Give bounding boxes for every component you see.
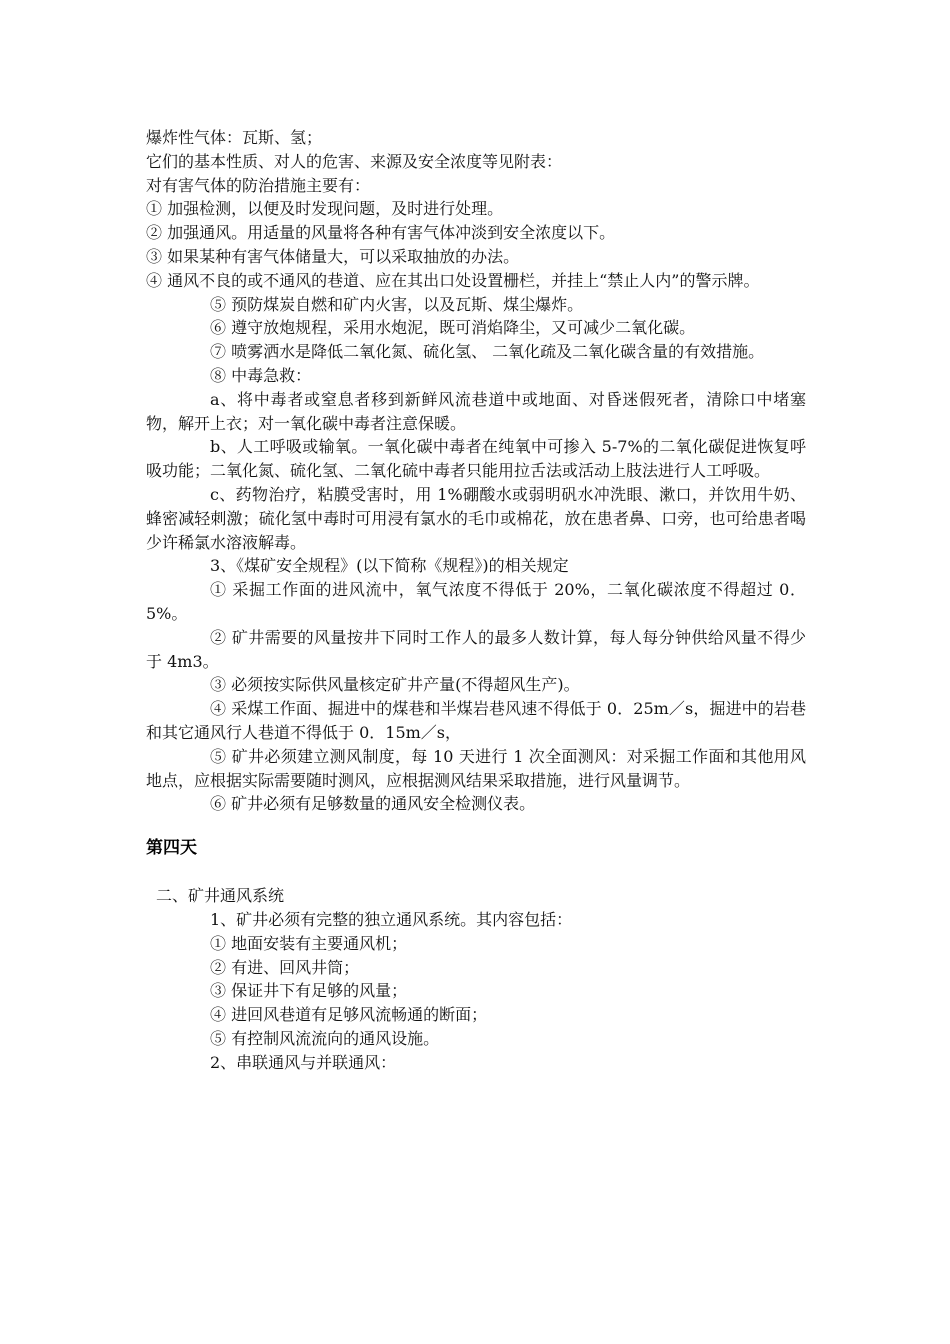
- list-item: ⑦ 喷雾洒水是降低二氧化氮、硫化氢、 二氧化疏及二氧化碳含量的有效措施。: [210, 342, 765, 362]
- list-item: b、人工呼吸或输氧。一氧化碳中毒者在纯氧中可掺入 5-7%的二氧化碳促进恢复呼吸功能；二氧化氮、硫化氢、二氧化硫中毒者只能用拉舌法或活动上肢法进行人工呼吸。: [146, 437, 806, 481]
- list-item: ④ 采煤工作面、掘进中的煤巷和半煤岩巷风速不得低于 0．25m／s，掘进中的岩巷和其它通风行人巷道不得低于 0．15m／s，: [146, 699, 806, 742]
- list-item: ⑥ 矿井必须有足够数量的通风安全检测仪表。: [210, 794, 536, 814]
- subsection-heading: 3、《煤矿安全规程》(以下简称《规程》)的相关规定: [210, 556, 569, 576]
- document-body: [146, 126, 806, 1074]
- list-item: ⑤ 矿井必须建立测风制度，每 10 天进行 1 次全面测风：对采掘工作面和其他用风地点，应根据实际需要随时测风，应根据测风结果采取措施，进行风量调节。: [146, 746, 806, 790]
- list-item: ① 采掘工作面的进风流中，氧气浓度不得低于 20%，二氧化碳浓度不得超过 0．5%。: [146, 580, 806, 623]
- list-item: ① 加强检测，以便及时发现问题，及时进行处理。: [146, 199, 504, 219]
- list-item: ⑤ 预防煤炭自燃和矿内火害，以及瓦斯、煤尘爆炸。: [210, 294, 584, 314]
- section-title: 二、矿井通风系统: [156, 886, 285, 906]
- list-item: ⑧ 中毒急救：: [210, 365, 312, 385]
- list-item: ⑤ 有控制风流流向的通风设施。: [210, 1028, 440, 1048]
- subsection-heading: 1、矿井必须有完整的独立通风系统。其内容包括：: [210, 909, 573, 929]
- list-item: ② 有进、回风井筒；: [210, 957, 360, 977]
- list-item: ① 地面安装有主要通风机；: [210, 933, 408, 953]
- list-item: ③ 如果某种有害气体储量大，可以采取抽放的办法。: [146, 246, 520, 266]
- list-item: a、将中毒者或窒息者移到新鲜风流巷道中或地面、对昏迷假死者，清除口中堵塞物，解开上衣；对一氧化碳中毒者注意保暖。: [146, 389, 806, 433]
- list-item: c、药物治疗，粘膜受害时，用 1%硼酸水或弱明矾水冲洗眼、漱口，并饮用牛奶、蜂密减轻刺激；硫化氢中毒时可用浸有氯水的毛巾或棉花，放在患者鼻、口旁，也可给患者喝少许稀氯水溶液解毒。: [146, 484, 806, 552]
- list-item: ④ 通风不良的或不通风的巷道、应在其出口处设置栅栏，并挂上“禁止人内”的警示牌。: [146, 270, 760, 290]
- day-heading: 第四天: [146, 838, 197, 859]
- subsection-heading: 2、串联通风与并联通风：: [210, 1052, 397, 1072]
- list-item: ⑥ 遵守放炮规程，采用水炮泥，既可消焰降尘，又可减少二氧化碳。: [210, 318, 696, 338]
- list-item: ③ 保证井下有足够的风量；: [210, 981, 408, 1001]
- list-item: ③ 必须按实际供风量核定矿井产量(不得超风生产)。: [210, 675, 580, 695]
- list-item: ② 加强通风。用适量的风量将各种有害气体冲淡到安全浓度以下。: [146, 223, 616, 243]
- list-item: ④ 进回风巷道有足够风流畅通的断面；: [210, 1005, 488, 1025]
- list-item: ② 矿井需要的风量按井下同时工作人的最多人数计算，每人每分钟供给风量不得少于 4m3。: [146, 627, 806, 671]
- paragraph: 它们的基本性质、对人的危害、来源及安全浓度等见附表：: [146, 151, 563, 171]
- paragraph: 对有害气体的防治措施主要有：: [146, 175, 371, 195]
- paragraph: 爆炸性气体：瓦斯、氢；: [146, 128, 323, 147]
